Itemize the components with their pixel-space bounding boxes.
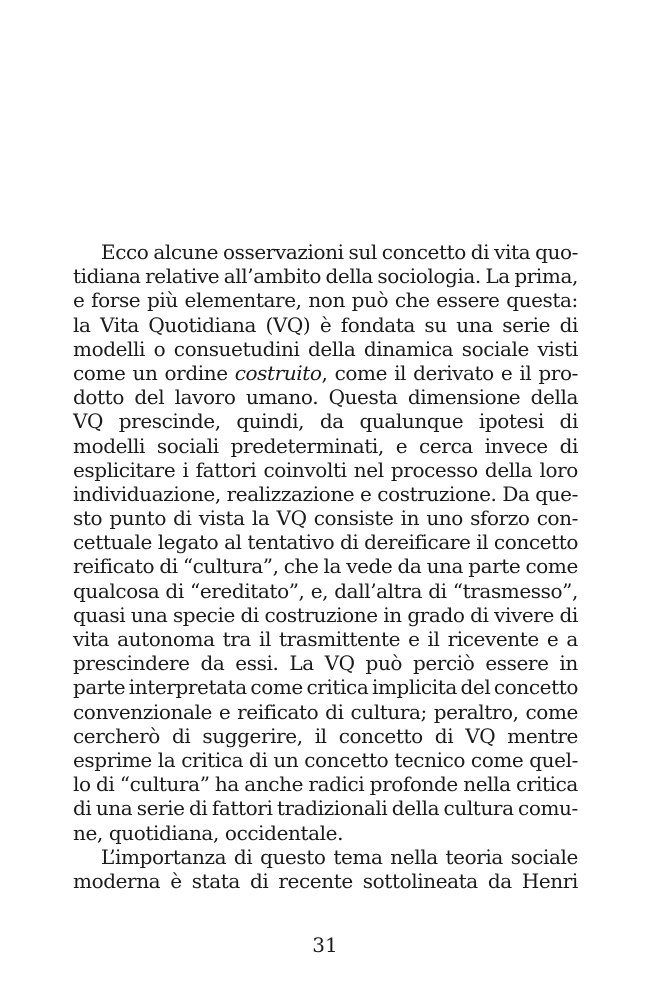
text-line: individuazione, realizzazione e costruzione. Da que-: [73, 481, 578, 506]
text-line: cettuale legato al tentativo di dereificare il concetto: [73, 530, 578, 555]
text-line: Ecco alcune osservazioni sul concetto di vita quo-: [101, 240, 578, 264]
text-line: vita autonoma tra il trasmittente e il ricevente e a: [73, 627, 578, 651]
text-line: moderna è stata di recente sottolineata da Henri: [73, 868, 578, 893]
text-line: tidiana relative all’ambito della sociologia. La prima,: [73, 264, 578, 289]
text-line: qualcosa di “ereditato”, e, dall’altra di “trasmesso”,: [73, 578, 578, 603]
text-line: e forse più elementare, non può che essere questa:: [73, 288, 578, 313]
text-line: come un ordine costruito, come il derivato e il pro-: [73, 360, 578, 385]
body-text: [73, 240, 578, 893]
text-line: ne, quotidiana, occidentale.: [73, 820, 344, 845]
text-line: dotto del lavoro umano. Questa dimensione della: [73, 385, 578, 410]
page-number: 31: [312, 933, 338, 957]
text-line: L’importanza di questo tema nella teoria sociale: [101, 844, 578, 869]
text-line: esplicitare i fattori coinvolti nel processo della loro: [73, 457, 578, 482]
text-line: quasi una specie di costruzione in grado di vivere di: [73, 602, 578, 627]
text-line: modelli o consuetudini della dinamica sociale visti: [73, 336, 578, 361]
text-line: di una serie di fattori tradizionali della cultura comu-: [73, 796, 578, 821]
text-line: convenzionale e reificato di cultura; peraltro, come: [73, 699, 578, 724]
text-line: esprime la critica di un concetto tecnico come quel-: [73, 747, 578, 772]
text-line: parte interpretata come critica implicita del concetto: [73, 675, 578, 700]
text-line: reificato di “cultura”, che la vede da una parte come: [73, 554, 578, 579]
text-line: sto punto di vista la VQ consiste in uno sforzo con-: [73, 506, 578, 531]
text-line: VQ prescinde, quindi, da qualunque ipotesi di: [73, 409, 578, 434]
text-line: prescindere da essi. La VQ può perciò essere in: [73, 651, 578, 676]
text-line: cercherò di suggerire, il concetto di VQ mentre: [73, 723, 578, 748]
text-line: modelli sociali predeterminati, e cerca invece di: [73, 433, 578, 458]
text-line: lo di “cultura” ha anche radici profonde nella critica: [73, 772, 578, 797]
text-line: la Vita Quotidiana (VQ) è fondata su una serie di: [73, 312, 578, 337]
